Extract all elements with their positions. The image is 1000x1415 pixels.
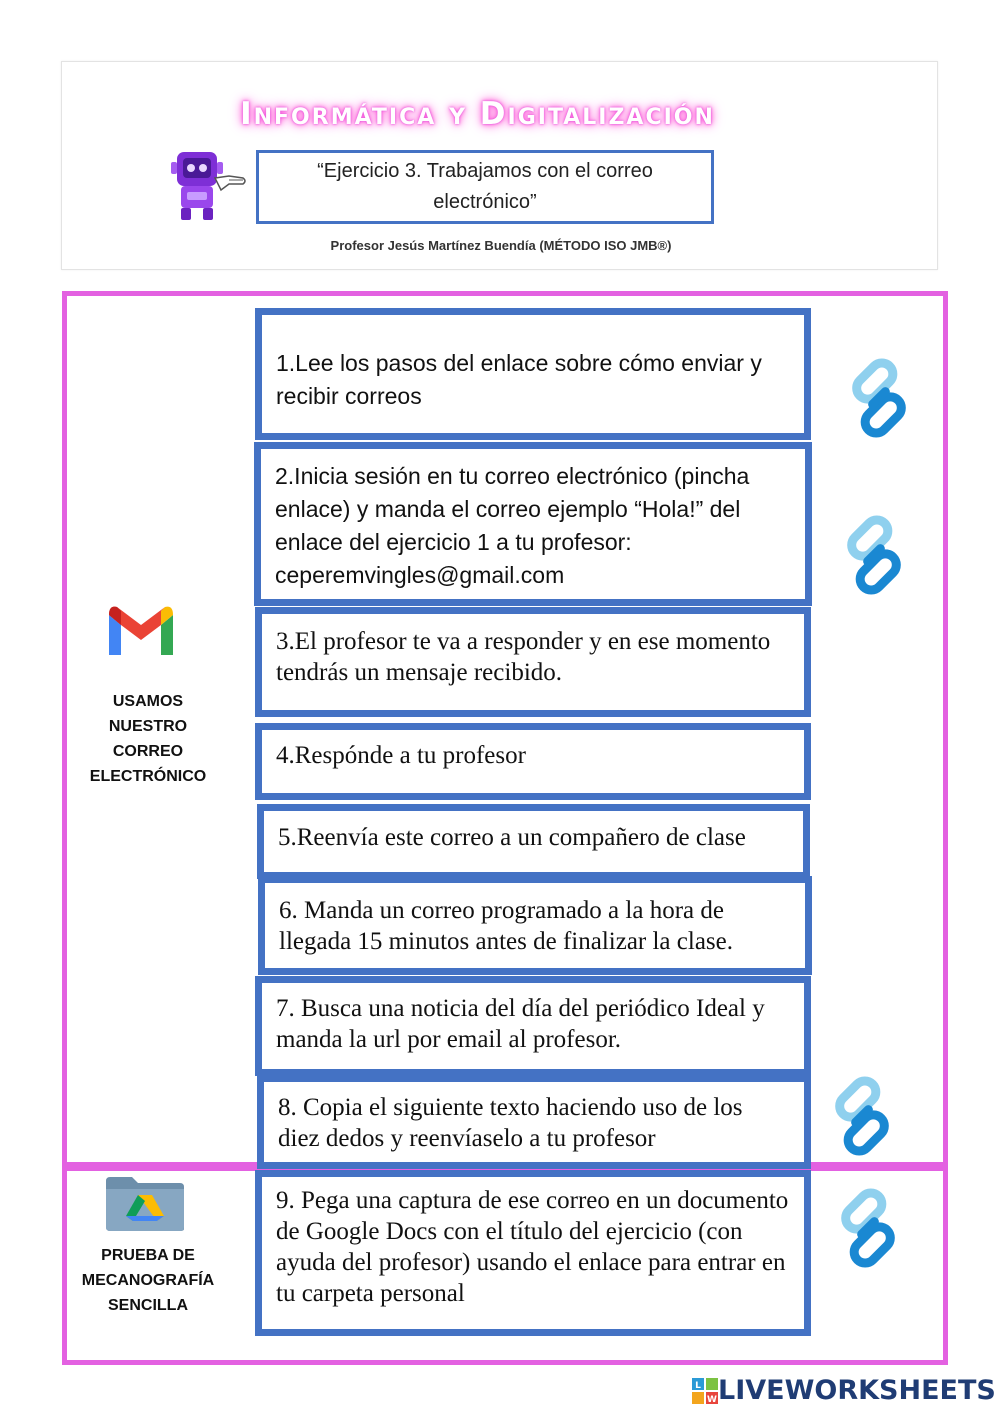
liveworksheets-badge-icon xyxy=(692,1378,718,1404)
google-drive-folder-icon xyxy=(104,1175,186,1233)
gmail-icon xyxy=(105,603,177,659)
step-1-text: 1.Lee los pasos del enlace sobre cómo enviar y recibir correos xyxy=(276,350,762,409)
step-9-text: 9. Pega una captura de ese correo en un documento de Google Docs con el título del ejercicio (con ayuda del profesor) usando el enlace para entrar en tu carpeta personal xyxy=(276,1187,789,1307)
step-6-box xyxy=(258,876,812,975)
exercise-title: “Ejercicio 3. Trabajamos con el correo electrónico” xyxy=(317,160,653,213)
step-3-box xyxy=(255,607,811,717)
step-9-box xyxy=(255,1170,811,1336)
robot-mascot-icon xyxy=(163,148,249,222)
link-chain-icon[interactable] xyxy=(817,1071,907,1161)
step-8-text: 8. Copia el siguiente texto haciendo uso de los diez dedos y reenvíaselo a tu profesor xyxy=(278,1094,743,1152)
step-5-text: 5.Reenvía este correo a un compañero de clase xyxy=(278,824,746,851)
step-6-text: 6. Manda un correo programado a la hora de llegada 15 minutos antes de finalizar la clase. xyxy=(279,897,733,955)
step-7-text: 7. Busca una noticia del día del periódico Ideal y manda la url por email al profesor. xyxy=(276,995,765,1053)
step-5-box xyxy=(257,804,810,879)
step-2-box xyxy=(254,442,812,606)
step-8-box xyxy=(257,1075,811,1169)
liveworksheets-brand: LIVEWORKSHEETS xyxy=(718,1375,996,1406)
step-4-text: 4.Respónde a tu profesor xyxy=(276,742,526,769)
step-3-text: 3.El profesor te va a responder y en ese momento tendrás un mensaje recibido. xyxy=(276,628,771,686)
link-chain-icon[interactable] xyxy=(834,353,924,443)
svg-text:L: L xyxy=(695,1380,701,1391)
typing-section-label: PRUEBA DE MECANOGRAFÍA SENCILLA xyxy=(81,1247,215,1314)
step-7-box xyxy=(255,976,811,1076)
link-chain-icon[interactable] xyxy=(829,510,919,600)
exercise-title-box xyxy=(256,150,714,224)
step-2-text: 2.Inicia sesión en tu correo electrónico (pincha enlace) y manda el correo ejemplo “Hola!” del enlace del ejercicio 1 a tu profesor: ceperemvingles@gmail.com xyxy=(275,463,750,588)
professor-credit: Profesor Jesús Martínez Buendía (MÉTODO ISO JMB®) xyxy=(330,238,672,253)
step-4-box xyxy=(255,723,811,800)
svg-text:W: W xyxy=(707,1394,717,1404)
link-chain-icon[interactable] xyxy=(823,1183,913,1273)
page-title: Informática y Digitalización xyxy=(240,96,715,132)
step-1-box xyxy=(255,308,811,440)
liveworksheets-logo xyxy=(692,1375,996,1406)
email-section-label: USAMOS NUESTRO CORREO ELECTRÓNICO xyxy=(89,693,207,785)
